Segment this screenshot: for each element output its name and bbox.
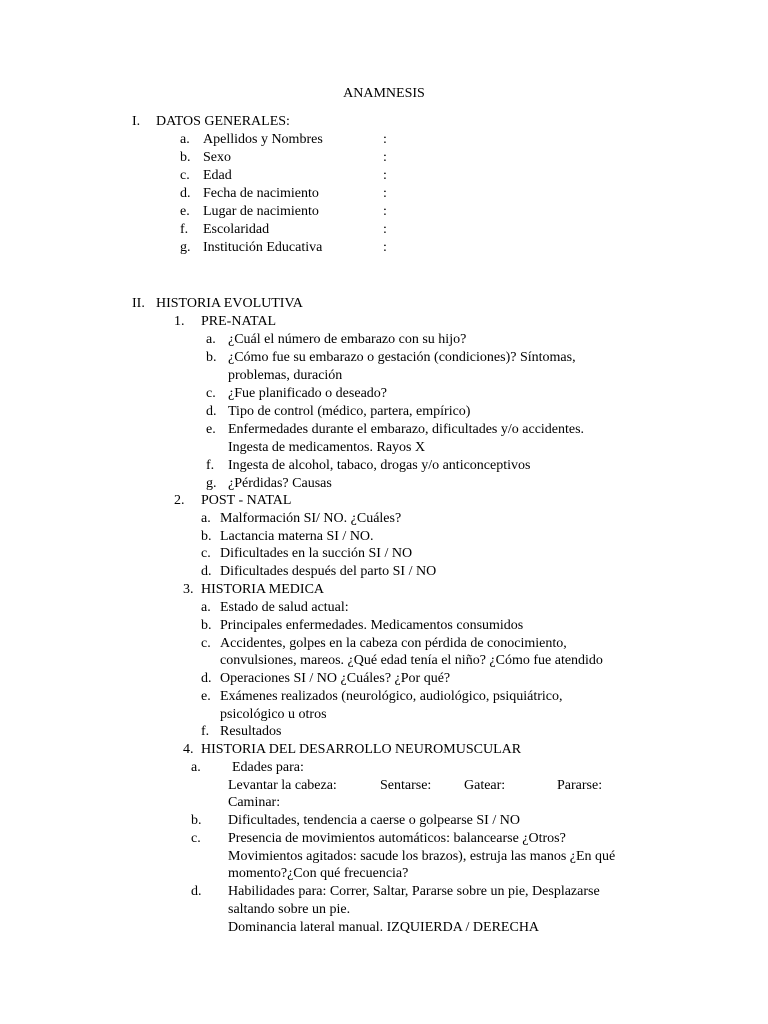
list-item: Exámenes realizados (neurológico, audiológico, psiquiátrico, <box>220 689 563 704</box>
list-item: ¿Fue planificado o deseado? <box>228 386 387 401</box>
list-marker: a. <box>201 600 211 615</box>
list-item: Habilidades para: Correr, Saltar, Pararse sobre un pie, Desplazarse <box>228 884 600 899</box>
list-marker: f. <box>180 222 189 237</box>
list-item: Dificultades en la succión SI / NO <box>220 546 413 561</box>
list-item: Presencia de movimientos automáticos: balancearse ¿Otros? <box>228 831 566 846</box>
section-1-number: I. <box>132 114 141 129</box>
age-field-gatear: Gatear: <box>464 778 506 793</box>
list-marker: c. <box>201 636 211 651</box>
list-item: Dificultades, tendencia a caerse o golpearse SI / NO <box>228 813 520 828</box>
list-marker: c. <box>201 546 211 561</box>
list-marker: f. <box>206 458 215 473</box>
list-marker: e. <box>206 422 216 437</box>
age-field-pararse: Pararse: <box>557 778 603 793</box>
list-item-continuation: Ingesta de medicamentos. Rayos X <box>228 440 426 455</box>
field-colon: : <box>383 204 387 219</box>
list-marker: g. <box>180 240 191 255</box>
list-marker: d. <box>180 186 191 201</box>
list-marker: a. <box>206 332 216 347</box>
age-field-sentarse: Sentarse: <box>380 778 432 793</box>
subsection-heading: HISTORIA MEDICA <box>201 582 325 597</box>
list-marker: a. <box>191 760 201 775</box>
section-1-heading: DATOS GENERALES: <box>156 114 290 129</box>
list-item: ¿Cómo fue su embarazo o gestación (condiciones)? Síntomas, <box>228 350 576 365</box>
list-item: Dificultades después del parto SI / NO <box>220 564 437 579</box>
field-colon: : <box>383 240 387 255</box>
age-field-levantar: Levantar la cabeza: <box>228 778 337 793</box>
field-label: Apellidos y Nombres <box>203 132 323 147</box>
list-item: Malformación SI/ NO. ¿Cuáles? <box>220 511 402 526</box>
field-label: Sexo <box>203 150 231 165</box>
list-item: Edades para: <box>232 760 304 775</box>
subsection-heading: POST - NATAL <box>201 493 292 508</box>
field-label: Institución Educativa <box>203 240 323 255</box>
list-item: ¿Pérdidas? Causas <box>228 476 332 491</box>
list-item: Resultados <box>220 724 282 739</box>
subsection-heading: HISTORIA DEL DESARROLLO NEUROMUSCULAR <box>201 742 522 757</box>
list-item: Principales enfermedades. Medicamentos consumidos <box>220 618 524 633</box>
list-marker: d. <box>191 884 202 899</box>
list-item: Operaciones SI / NO ¿Cuáles? ¿Por qué? <box>220 671 451 686</box>
field-colon: : <box>383 168 387 183</box>
list-marker: d. <box>201 671 212 686</box>
list-marker: b. <box>180 150 191 165</box>
list-marker: e. <box>180 204 190 219</box>
list-marker: c. <box>180 168 190 183</box>
age-field-caminar: Caminar: <box>228 795 281 810</box>
field-label: Escolaridad <box>203 222 270 237</box>
section-2-heading: HISTORIA EVOLUTIVA <box>156 296 303 311</box>
list-marker: b. <box>201 529 212 544</box>
subsection-number: 3. <box>183 582 194 597</box>
subsection-heading: PRE-NATAL <box>201 314 277 329</box>
list-item: Enfermedades durante el embarazo, dificultades y/o accidentes. <box>228 422 585 437</box>
section-2-number: II. <box>132 296 145 311</box>
field-label: Edad <box>203 168 232 183</box>
list-item: Ingesta de alcohol, tabaco, drogas y/o anticonceptivos <box>228 458 531 473</box>
list-item-continuation: saltando sobre un pie. <box>228 902 351 917</box>
list-item: Lactancia materna SI / NO. <box>220 529 374 544</box>
list-item-continuation: Movimientos agitados: sacude los brazos), estruja las manos ¿En qué <box>228 849 616 864</box>
list-marker: c. <box>206 386 216 401</box>
list-marker: a. <box>201 511 211 526</box>
list-item-continuation: momento?¿Con qué frecuencia? <box>228 866 409 881</box>
field-colon: : <box>383 132 387 147</box>
list-marker: g. <box>206 476 217 491</box>
list-marker: d. <box>201 564 212 579</box>
list-marker: b. <box>206 350 217 365</box>
field-label: Fecha de nacimiento <box>203 186 319 201</box>
list-item: Tipo de control (médico, partera, empírico) <box>228 404 471 419</box>
field-colon: : <box>383 222 387 237</box>
field-label: Lugar de nacimiento <box>203 204 319 219</box>
list-item: Accidentes, golpes en la cabeza con pérdida de conocimiento, <box>220 636 567 651</box>
list-marker: d. <box>206 404 217 419</box>
list-item-continuation: convulsiones, mareos. ¿Qué edad tenía el niño? ¿Cómo fue atendido <box>220 653 603 668</box>
list-marker: f. <box>201 724 210 739</box>
document-title: ANAMNESIS <box>343 86 425 101</box>
list-marker: e. <box>201 689 211 704</box>
list-marker: b. <box>201 618 212 633</box>
list-item: Estado de salud actual: <box>220 600 349 615</box>
list-item-continuation: problemas, duración <box>228 368 343 383</box>
list-marker: c. <box>191 831 201 846</box>
list-item: ¿Cuál el número de embarazo con su hijo? <box>228 332 467 347</box>
list-item-continuation: Dominancia lateral manual. IZQUIERDA / DERECHA <box>228 920 540 935</box>
field-colon: : <box>383 186 387 201</box>
subsection-number: 4. <box>183 742 194 757</box>
list-marker: b. <box>191 813 202 828</box>
subsection-number: 2. <box>174 493 185 508</box>
list-item-continuation: psicológico u otros <box>220 707 327 722</box>
field-colon: : <box>383 150 387 165</box>
subsection-number: 1. <box>174 314 185 329</box>
list-marker: a. <box>180 132 190 147</box>
